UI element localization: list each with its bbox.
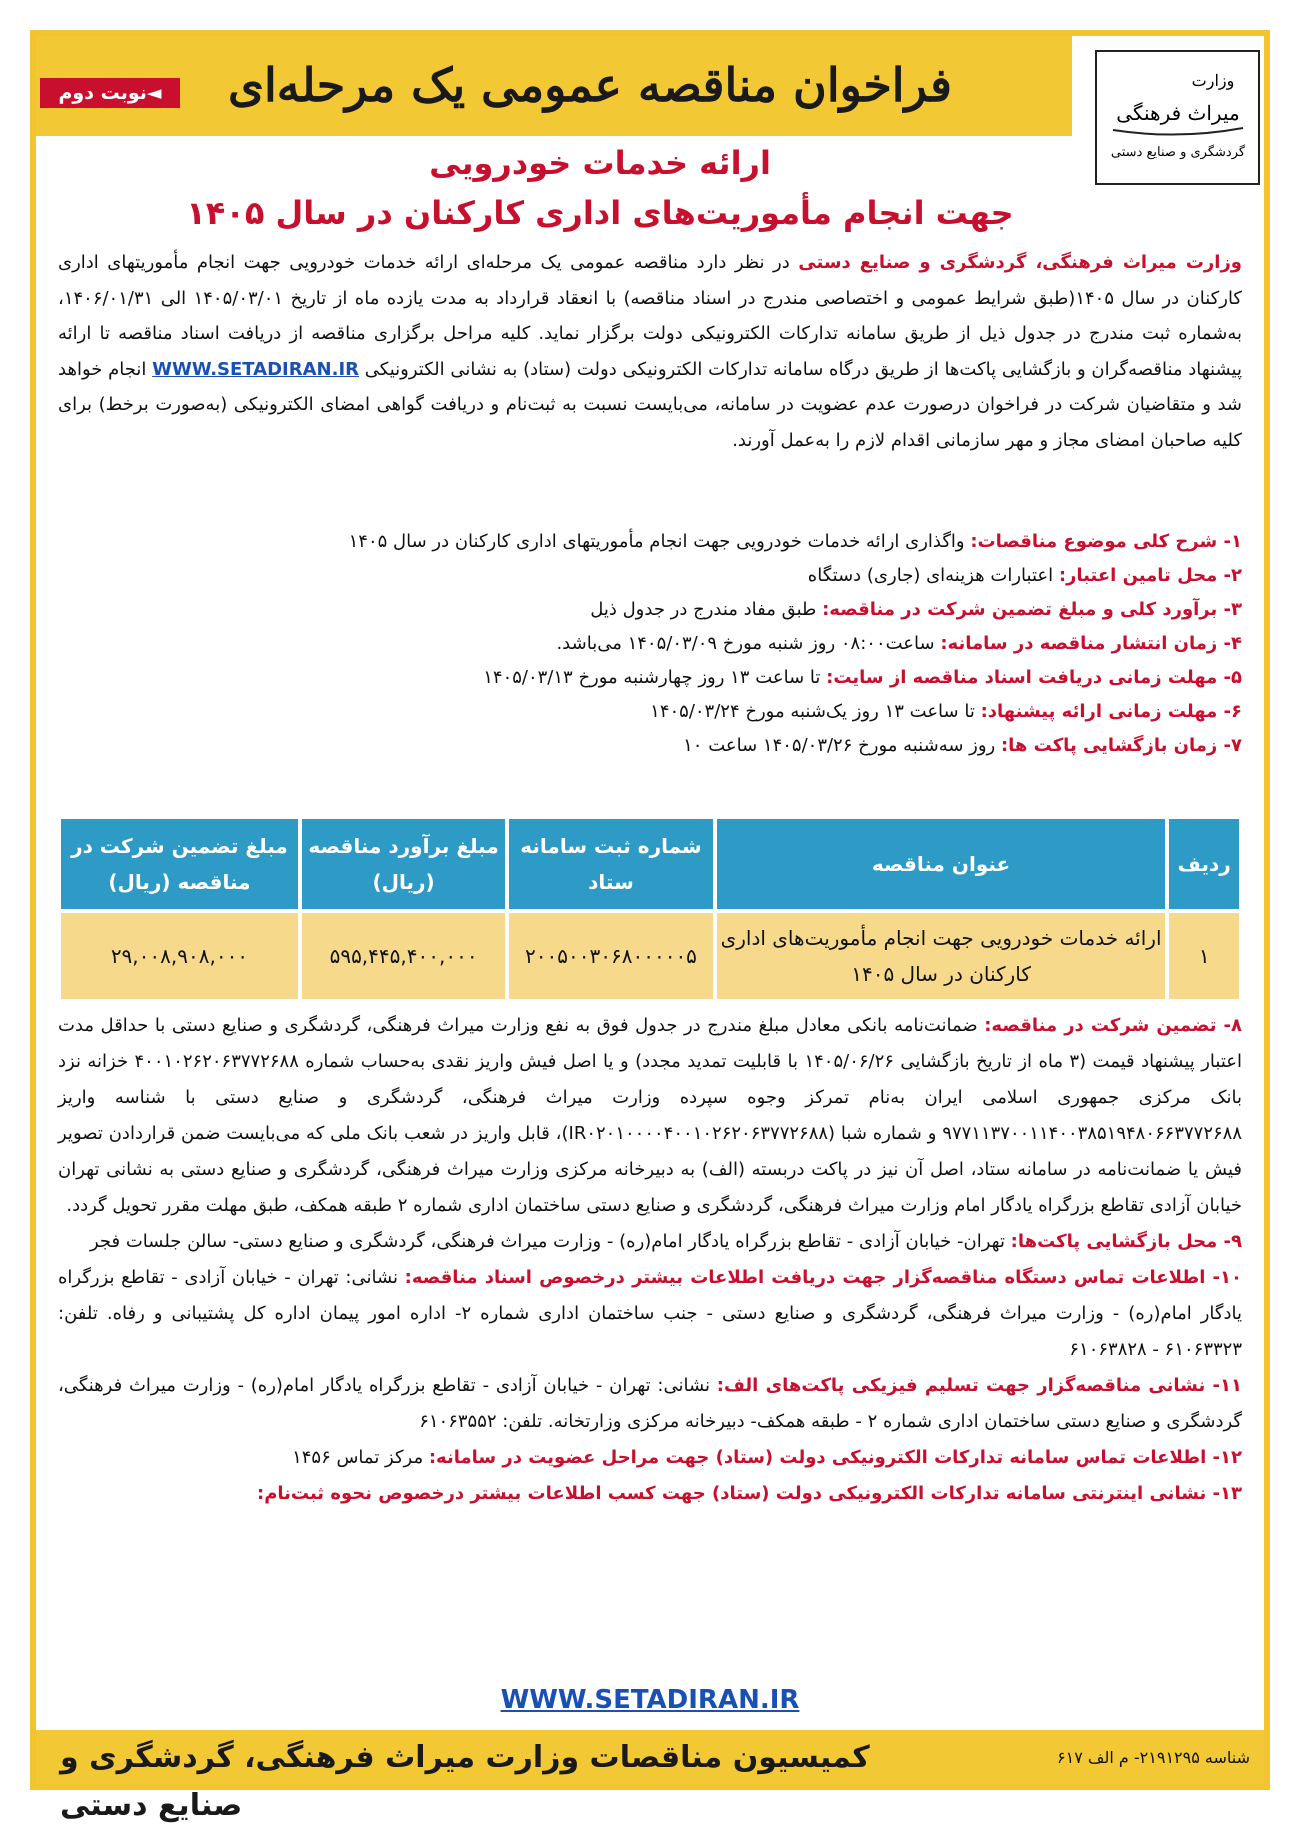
logo-line-3: گردشگری و صنایع دستی xyxy=(1110,144,1245,160)
condition-paragraph: ۸- تضمین شرکت در مناقصه: ضمانت‌نامه بانکی معادل مبلغ مندرج در جدول فوق به نفع وزارت میراث فرهنگی، گردشگری و صنایع دستی با حداقل مدت اعتبار پیشنهاد قیمت (۳ ماه از تاریخ بازگشایی ۱۴۰۵/۰۶/۲۶ با قابلیت تمدید مجدد) و یا اصل فیش واریز نقدی به‌حساب شماره ۴۰۰۱۰۲۶۲۰۶۳۷۷۲۶۸۸ خزانه نزد بانک مرکزی جمهوری اسلامی ایران به‌نام تمرکز وجوه سپرده وزارت میراث فرهنگی، گردشگری و صنایع دستی با شناسه واریز ۹۷۷۱۱۳۷۰۰۱۱۴۰۰۳۸۵۱۹۴۸۰۶۶۳۷۷۲۶۸۸ و شماره شبا (IR۰۲۰۱۰۰۰۰۴۰۰۱۰۲۶۲۰۶۳۷۷۲۶۸۸)، قابل واریز در شعب بانک ملی که می‌بایست ضمن قراردادن تصویر فیش یا ضمانت‌نامه در سامانه ستاد، اصل آن نیز در پاکت دربسته (الف) به دبیرخانه مرکزی وزارت میراث فرهنگی، گردشگری و صنایع دستی به نشانی تهران خیابان آزادی تقاطع بزرگراه یادگار امام وزارت میراث فرهنگی، گردشگری و صنایع دستی ساختمان اداری شماره ۲ طبقه همکف، طبق مهلت مقرر تحویل گردد. xyxy=(58,1015,1243,1216)
col-header-guarantee-amount: مبلغ تضمین شرکت در مناقصه (ریال) xyxy=(59,817,300,911)
intro-text-2: انجام خواهد شد و متقاضیان شرکت در فراخوان درصورت عدم عضویت در سامانه، می‌بایست نسبت به ثبت‌نام و دریافت گواهی امضای الکترونیکی (به‌صورت برخط) برای کلیه صاحبان امضای مجاز و مهر سازمانی اقدام لازم را به‌عمل آورند. xyxy=(58,358,1242,451)
page-title: فراخوان مناقصه عمومی یک مرحله‌ای xyxy=(228,58,952,112)
cell-title: ارائه خدمات خودرویی جهت انجام مأموریت‌های اداری کارکنان در سال ۱۴۰۵ xyxy=(715,911,1168,1001)
condition-paragraph: ۱۰- اطلاعات تماس دستگاه مناقصه‌گزار جهت دریافت اطلاعات بیشتر درخصوص اسناد مناقصه: نشانی: تهران - خیابان آزادی - تقاطع بزرگراه یادگار امام(ره) - وزارت میراث فرهنگی، گردشگری و صنایع دستی - جنب ساختمان اداری شماره ۲- اداره امور پیمان اداره کل پشتیبانی و رفاه. تلفن: ۶۱۰۶۳۳۲۳ - ۶۱۰۶۳۸۲۸ xyxy=(58,1267,1242,1360)
table-header-row xyxy=(59,817,1241,911)
logo-line-1: وزارت xyxy=(1191,70,1234,90)
ministry-logo xyxy=(1095,50,1260,185)
list-item: ۲- محل تامین اعتبار: اعتبارات هزینه‌ای (جاری) دستگاه xyxy=(807,565,1242,586)
list-item: ۵- مهلت زمانی دریافت اسناد مناقصه از سایت: تا ساعت ۱۳ روز چهارشنبه مورخ ۱۴۰۵/۰۳/۱۳ xyxy=(483,667,1242,688)
tender-items xyxy=(58,525,1242,763)
logo-line-2: میراث فرهنگی xyxy=(1115,100,1240,125)
list-item: ۳- برآورد کلی و مبلغ تضمین شرکت در مناقصه: طبق مفاد مندرج در جدول ذیل xyxy=(590,599,1242,620)
col-header-title: عنوان مناقصه xyxy=(715,817,1168,911)
intro-text-1: در نظر دارد مناقصه عمومی یک مرحله‌ای ارائه خدمات خودرویی جهت انجام مأموریتهای اداری کارکنان در سال ۱۴۰۵(طبق شرایط عمومی و اختصاصی مندرج در اسناد مناقصه) با انعقاد قرارداد به مدت یازده ماه از تاریخ ۱۴۰۵/۰۳/۰۱ الی ۱۴۰۶/۰۱/۳۱، به‌شماره ثبت مندرج در جدول ذیل از طریق سامانه تدارکات الکترونیکی دولت برگزار نماید. کلیه مراحل برگزاری مناقصه از دریافت اسناد مناقصه تا ارائه پیشنهاد مناقصه‌گران و بازگشایی پاکت‌ها از طریق درگاه سامانه تدارکات الکترونیکی دولت (ستاد) به نشانی الکترونیکی xyxy=(58,252,1242,380)
col-header-row-number: ردیف xyxy=(1167,817,1241,911)
list-item: ۱- شرح کلی موضوع مناقصات: واگذاری ارائه خدمات خودرویی جهت انجام مأموریتهای اداری کارکنان در سال ۱۴۰۵ xyxy=(348,531,1242,552)
list-item: ۷- زمان بازگشایی پاکت ها: روز سه‌شنبه مورخ ۱۴۰۵/۰۳/۲۶ ساعت ۱۰ xyxy=(683,735,1242,756)
setadiran-link[interactable]: WWW.SETADIRAN.IR xyxy=(500,1685,800,1715)
condition-paragraph: ۱۱- نشانی مناقصه‌گزار جهت تسلیم فیزیکی پاکت‌های الف: نشانی: تهران - خیابان آزادی - تقاطع بزرگراه یادگار امام(ره) - وزارت میراث فرهنگی، گردشگری و صنایع دستی ساختمان اداری شماره ۲ - طبقه همکف- دبیرخانه مرکزی وزارتخانه. تلفن: ۶۱۰۶۳۵۵۲ xyxy=(58,1375,1242,1432)
intro-org: وزارت میراث فرهنگی، گردشگری و صنایع دستی xyxy=(798,252,1242,273)
tender-table xyxy=(57,815,1243,1003)
footer-id: شناسه ۲۱۹۱۲۹۵- م الف ۶۱۷ xyxy=(1057,1748,1250,1767)
round-badge: ◄نوبت دوم xyxy=(40,78,180,108)
condition-paragraph: ۹- محل بازگشایی پاکت‌ها: تهران- خیابان آزادی - تقاطع بزرگراه یادگار امام(ره) - وزارت میراث فرهنگی، گردشگری و صنایع دستی- سالن جلسات فجر xyxy=(89,1231,1242,1252)
condition-paragraph: ۱۳- نشانی اینترنتی سامانه تدارکات الکترونیکی دولت (ستاد) جهت کسب اطلاعات بیشتر درخصوص نحوه ثبت‌نام: xyxy=(257,1483,1242,1504)
list-item: ۴- زمان انتشار مناقصه در سامانه: ساعت۰۸:۰۰ روز شنبه مورخ ۱۴۰۵/۰۳/۰۹ می‌باشد. xyxy=(556,633,1242,654)
list-item: ۶- مهلت زمانی ارائه پیشنهاد: تا ساعت ۱۳ روز یک‌شنبه مورخ ۱۴۰۵/۰۳/۲۴ xyxy=(650,701,1242,722)
col-header-estimated-amount: مبلغ برآورد مناقصه (ریال) xyxy=(300,817,507,911)
footer-committee: کمیسیون مناقصات وزارت میراث فرهنگی، گردشگری و صنایع دستی xyxy=(60,1740,870,1823)
intro-paragraph xyxy=(58,245,1242,458)
condition-paragraph: ۱۲- اطلاعات تماس سامانه تدارکات الکترونیکی دولت (ستاد) جهت مراحل عضویت در سامانه: مرکز تماس ۱۴۵۶ xyxy=(292,1447,1242,1468)
intro-url-link[interactable]: WWW.SETADIRAN.IR xyxy=(152,358,360,380)
cell-guarantee-amount: ۲۹,۰۰۸,۹۰۸,۰۰۰ xyxy=(59,911,300,1001)
tender-conditions xyxy=(58,1008,1242,1512)
cell-registration-number: ۲۰۰۵۰۰۳۰۶۸۰۰۰۰۰۵ xyxy=(507,911,714,1001)
subtitle-line-2: جهت انجام مأموریت‌های اداری کارکنان در سال ۱۴۰۵ xyxy=(186,194,1014,232)
col-header-registration-number: شماره ثبت سامانه ستاد xyxy=(507,817,714,911)
table-row xyxy=(59,911,1241,1001)
subtitle-line-1: ارائه خدمات خودرویی xyxy=(429,144,771,182)
cell-row-number: ۱ xyxy=(1167,911,1241,1001)
cell-estimated-amount: ۵۹۵,۴۴۵,۴۰۰,۰۰۰ xyxy=(300,911,507,1001)
ministry-calligraphy-icon xyxy=(1103,58,1253,178)
